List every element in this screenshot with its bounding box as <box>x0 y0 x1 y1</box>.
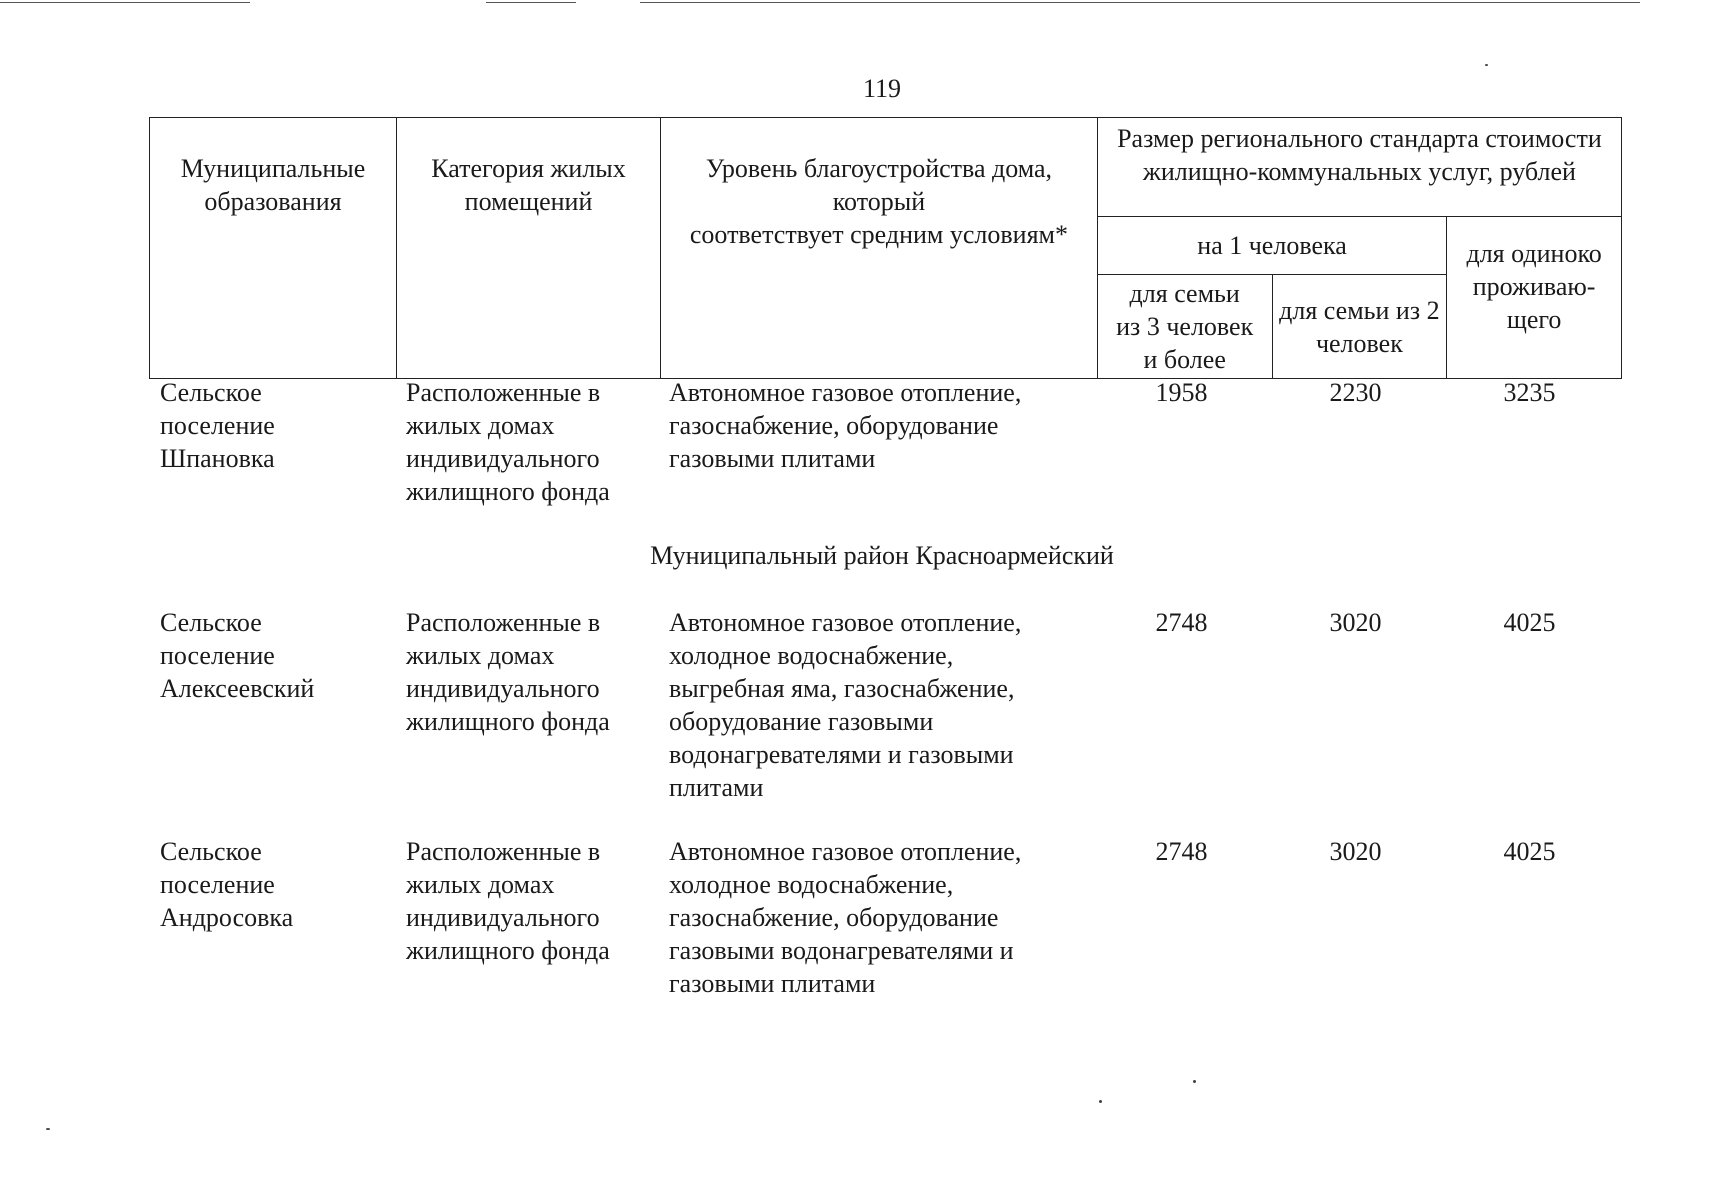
header-municipal <box>150 118 397 379</box>
municipality-line: Андросовка <box>160 903 294 932</box>
level-line: выгребная яма, газоснабжение, <box>669 674 1015 703</box>
municipality-line: Сельское <box>160 608 262 637</box>
value-single: 4025 <box>1503 837 1556 866</box>
header-family3-line1: для семьи <box>1129 279 1240 308</box>
municipality-cell <box>160 606 380 705</box>
value-single: 4025 <box>1503 608 1556 637</box>
scan-speck <box>1099 1100 1102 1103</box>
header-municipal-text: Муниципальные образования <box>180 154 366 216</box>
category-line: жилых домах <box>406 411 555 440</box>
scan-speck <box>1193 1080 1196 1083</box>
level-line: Автономное газовое отопление, <box>669 608 1022 637</box>
header-size-line1: Размер регионального стандарта стоимости <box>1117 124 1602 153</box>
municipality-line: Сельское <box>160 837 262 866</box>
header-standard-size <box>1097 118 1621 217</box>
category-line: Расположенные в <box>406 378 601 407</box>
category-line: жилищного фонда <box>406 707 610 736</box>
category-line: индивидуального <box>406 903 600 932</box>
category-line: жилищного фонда <box>406 936 610 965</box>
header-level-line2: соответствует средним условиям* <box>689 220 1068 249</box>
header-family3-line2: из 3 человек <box>1116 312 1254 341</box>
header-per-person-text: на 1 человека <box>1197 231 1347 260</box>
municipality-line: поселение <box>160 641 275 670</box>
municipality-cell <box>160 835 380 934</box>
category-line: жилых домах <box>406 870 555 899</box>
header-level <box>661 118 1098 379</box>
municipality-line: поселение <box>160 411 275 440</box>
category-cell <box>406 835 656 967</box>
level-cell <box>669 376 1089 475</box>
header-category <box>397 118 661 379</box>
municipality-line: поселение <box>160 870 275 899</box>
municipality-line: Шпановка <box>160 444 275 473</box>
level-line: газоснабжение, оборудование <box>669 903 999 932</box>
municipality-line: Алексеевский <box>160 674 315 703</box>
category-line: Расположенные в <box>406 608 601 637</box>
level-cell <box>669 606 1089 804</box>
category-line: индивидуального <box>406 444 600 473</box>
value-family3: 2748 <box>1155 837 1208 866</box>
header-family3-line3: и более <box>1143 345 1226 374</box>
municipality-line: Сельское <box>160 378 262 407</box>
value-family2: 2230 <box>1329 378 1382 407</box>
header-level-line1: Уровень благоустройства дома, который <box>705 154 1053 216</box>
level-line: газоснабжение, оборудование <box>669 411 999 440</box>
header-family3 <box>1097 275 1272 379</box>
value-family3: 2748 <box>1155 608 1208 637</box>
level-line: Автономное газовое отопление, <box>669 837 1022 866</box>
level-line: водонагревателями и газовыми <box>669 740 1014 769</box>
section-title: Муниципальный район Красноармейский <box>650 541 1114 570</box>
page-number: 119 <box>862 74 902 103</box>
level-line: плитами <box>669 773 764 802</box>
header-single <box>1447 217 1622 379</box>
header-size-line2: жилищно-коммунальных услуг, рублей <box>1142 157 1576 186</box>
level-line: холодное водоснабжение, <box>669 870 954 899</box>
level-line: холодное водоснабжение, <box>669 641 954 670</box>
level-cell <box>669 835 1089 1000</box>
scan-artifact-line <box>0 2 250 3</box>
header-category-text: Категория жилых помещений <box>431 154 626 216</box>
scan-artifact-line <box>486 2 576 3</box>
category-line: индивидуального <box>406 674 600 703</box>
scan-artifact-line <box>640 2 1640 3</box>
level-line: газовыми плитами <box>669 969 876 998</box>
category-line: Расположенные в <box>406 837 601 866</box>
level-line: газовыми водонагревателями и <box>669 936 1014 965</box>
level-line: Автономное газовое отопление, <box>669 378 1022 407</box>
category-cell <box>406 376 656 508</box>
level-line: оборудование газовыми <box>669 707 934 736</box>
header-family2 <box>1272 275 1447 379</box>
header-single-text: для одиноко проживаю-щего <box>1466 239 1602 334</box>
category-cell <box>406 606 656 738</box>
table-header <box>149 117 1622 379</box>
category-line: жилищного фонда <box>406 477 610 506</box>
scan-speck <box>1485 64 1488 66</box>
level-line: газовыми плитами <box>669 444 876 473</box>
header-per-person <box>1097 217 1446 275</box>
value-family3: 1958 <box>1155 378 1208 407</box>
scan-speck <box>46 1128 50 1130</box>
municipality-cell <box>160 376 380 475</box>
value-single: 3235 <box>1503 378 1556 407</box>
value-family2: 3020 <box>1329 608 1382 637</box>
header-family2-text: для семьи из 2 человек <box>1279 295 1440 358</box>
category-line: жилых домах <box>406 641 555 670</box>
value-family2: 3020 <box>1329 837 1382 866</box>
